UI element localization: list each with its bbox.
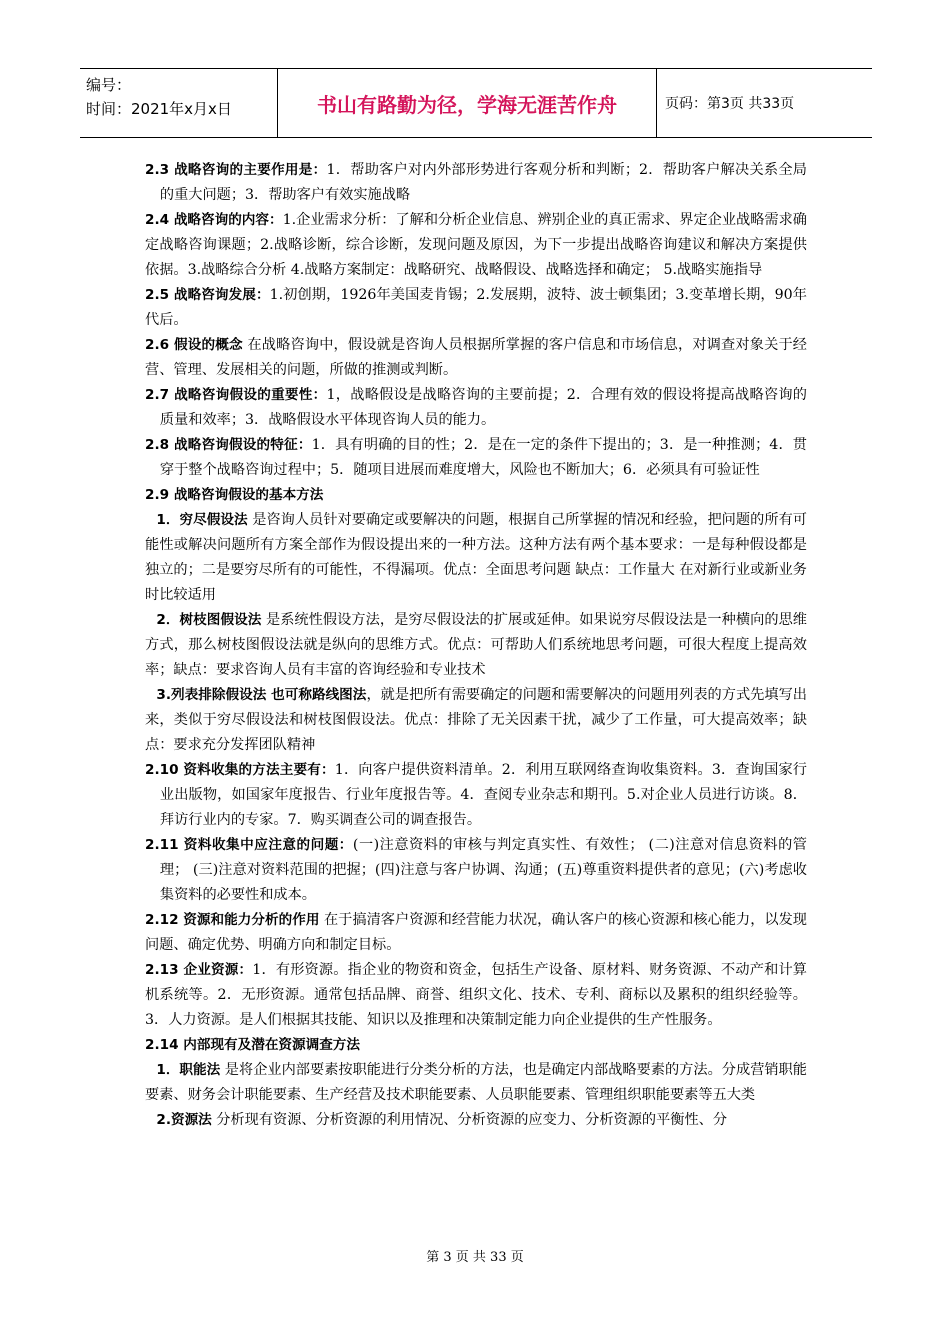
- paragraph-2-9: [145, 483, 807, 508]
- paragraph-2-11: [145, 833, 807, 908]
- paragraph-heading: 2.6 假设的概念: [145, 337, 243, 353]
- paragraph-text: 在战略咨询中，假设就是咨询人员根据所掌握的客户信息和市场信息，对调查对象关于经营、管理、发展相关的问题，所做的推测或判断。: [145, 337, 807, 378]
- header-page-info: 页码：第3页 共33页: [665, 96, 795, 112]
- paragraph-2-12: [145, 908, 807, 958]
- paragraph-heading: 2.11 资料收集中应注意的问题：: [145, 837, 353, 853]
- paragraph-2-7: [145, 383, 807, 433]
- paragraph-heading: 3.列表排除假设法 也可称路线图法: [156, 687, 367, 703]
- paragraph-method-3: [145, 683, 807, 758]
- paragraph-text: 1．具有明确的目的性；2．是在一定的条件下提出的；3．是一种推测；4．贯穿于整个战略咨询过程中；5．随项目进展而难度增大，风险也不断加大；6．必须具有可验证性: [159, 437, 807, 478]
- paragraph-heading: 2.资源法: [156, 1112, 212, 1128]
- paragraph-heading: 1．职能法: [156, 1062, 221, 1078]
- paragraph-2-10: [145, 758, 807, 833]
- paragraph-heading: 2.5 战略咨询发展：: [145, 287, 270, 303]
- paragraph-heading: 2.13 企业资源：: [145, 962, 253, 978]
- paragraph-text: 是咨询人员针对要确定或要解决的问题，根据自己所掌握的情况和经验，把问题的所有可能性或解决问题所有方案全部作为假设提出来的一种方法。这种方法有两个基本要求：一是每种假设都是独立的；二是要穷尽所有的可能性，不得漏项。优点：全面思考问题 缺点：工作量大 在对新行业或新业务时比较适用: [145, 512, 807, 603]
- paragraph-heading: 2.14 内部现有及潜在资源调查方法: [145, 1037, 360, 1053]
- paragraph-text: (一)注意资料的审核与判定真实性、有效性； (二)注意对信息资料的管理； (三)注意对资料范围的把握；(四)注意与客户协调、沟通；(五)尊重资料提供者的意见；(六)考虑收集资料的必要性和成本。: [159, 837, 807, 903]
- paragraph-text: 1，战略假设是战略咨询的主要前提；2．合理有效的假设将提高战略咨询的质量和效率；3．战略假设水平体现咨询人员的能力。: [159, 387, 807, 428]
- paragraph-heading: 1．穷尽假设法: [156, 512, 248, 528]
- header-motto: 书山有路勤为径，学海无涯苦作舟: [278, 69, 657, 137]
- paragraph-text: 是将企业内部要素按职能进行分类分析的方法，也是确定内部战略要素的方法。分成营销职能要素、财务会计职能要素、生产经营及技术职能要素、人员职能要素、管理组织职能要素等五大类: [145, 1062, 807, 1103]
- paragraph-2-13: [145, 958, 807, 1033]
- paragraph-heading: 2.7 战略咨询假设的重要性：: [145, 387, 327, 403]
- paragraph-method-2: [145, 608, 807, 683]
- paragraph-2-8: [145, 433, 807, 483]
- number-label: 编号：: [86, 76, 132, 94]
- paragraph-heading: 2.8 战略咨询假设的特征：: [145, 437, 312, 453]
- paragraph-2-4: [145, 208, 807, 283]
- paragraph-2-6: [145, 333, 807, 383]
- paragraph-text: 1．有形资源。指企业的物资和资金，包括生产设备、原材料、财务资源、不动产和计算机系统等。2．无形资源。通常包括品牌、商誉、组织文化、技术、专利、商标以及累积的组织经验等。3．人力资源。是人们根据其技能、知识以及推理和决策制定能力向企业提供的生产性服务。: [145, 962, 807, 1028]
- paragraph-heading: 2．树枝图假设法: [156, 612, 262, 628]
- header-meta: [80, 69, 278, 137]
- paragraph-resource-method: [145, 1108, 807, 1133]
- paragraph-text: 在于搞清客户资源和经营能力状况，确认客户的核心资源和核心能力，以发现问题、确定优势、明确方向和制定目标。: [145, 912, 807, 953]
- paragraph-text: ，就是把所有需要确定的问题和需要解决的问题用列表的方式先填写出来，类似于穷尽假设法和树枝图假设法。优点：排除了无关因素干扰，减少了工作量，可大提高效率；缺点：要求充分发挥团队精神: [145, 687, 807, 753]
- paragraph-heading: 2.9 战略咨询假设的基本方法: [145, 487, 324, 503]
- page-footer: 第 3 页 共 33 页: [426, 1250, 524, 1265]
- document-body: [145, 158, 807, 1133]
- paragraph-heading: 2.12 资源和能力分析的作用: [145, 912, 320, 928]
- paragraph-text: 分析现有资源、分析资源的利用情况、分析资源的应变力、分析资源的平衡性、分: [211, 1112, 728, 1128]
- paragraph-2-3: [145, 158, 807, 208]
- paragraph-heading: 2.10 资料收集的方法主要有：: [145, 762, 335, 778]
- page-header: [80, 68, 872, 138]
- date-label: 时间：2021年x月x日: [86, 100, 232, 118]
- paragraph-heading: 2.4 战略咨询的内容：: [145, 212, 283, 228]
- paragraph-text: 1.初创期，1926年美国麦肯锡；2.发展期，波特、波士顿集团；3.变革增长期，90年代后。: [145, 287, 807, 328]
- paragraph-functional-method: [145, 1058, 807, 1108]
- paragraph-method-1: [145, 508, 807, 608]
- paragraph-text: 1．帮助客户对内外部形势进行客观分析和判断；2．帮助客户解决关系全局的重大问题；3．帮助客户有效实施战略: [159, 162, 807, 203]
- paragraph-text: 是系统性假设方法，是穷尽假设法的扩展或延伸。如果说穷尽假设法是一种横向的思维方式，那么树枝图假设法就是纵向的思维方式。优点：可帮助人们系统地思考问题，可很大程度上提高效率；缺点：要求咨询人员有丰富的咨询经验和专业技术: [145, 612, 807, 678]
- paragraph-2-14: [145, 1033, 807, 1058]
- paragraph-text: 1．向客户提供资料清单。2．利用互联网络查询收集资料。3．查询国家行业出版物，如国家年度报告、行业年度报告等。4．查阅专业杂志和期刊。5.对企业人员进行访谈。8．拜访行业内的专家。7．购买调查公司的调查报告。: [159, 762, 807, 828]
- paragraph-text: 1.企业需求分析：了解和分析企业信息、辨别企业的真正需求、界定企业战略需求确定战略咨询课题；2.战略诊断，综合诊断，发现问题及原因，为下一步提出战略咨询建议和解决方案提供依据。3.战略综合分析 4.战略方案制定：战略研究、战略假设、战略选择和确定； 5.战略实施指导: [145, 212, 807, 278]
- paragraph-2-5: [145, 283, 807, 333]
- paragraph-heading: 2.3 战略咨询的主要作用是：: [145, 162, 327, 178]
